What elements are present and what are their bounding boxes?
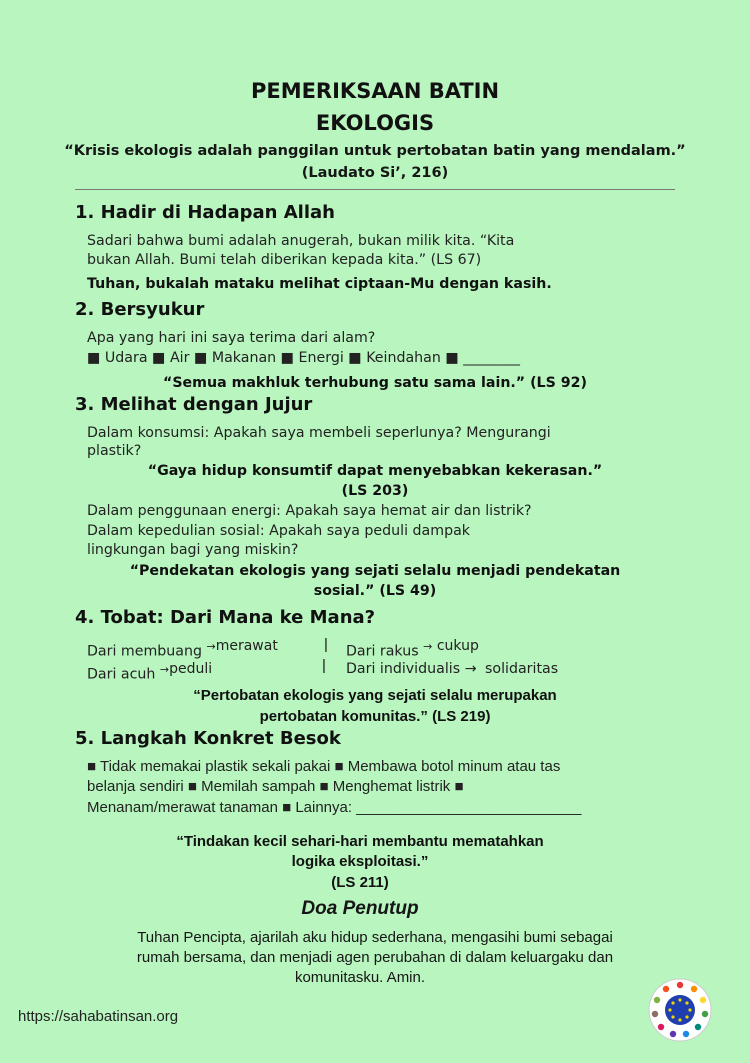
section3-q1-line2: plastik?: [87, 443, 142, 459]
logo-emblem-icon: [648, 978, 712, 1042]
section5-heading: 5. Langkah Konkret Besok: [75, 728, 341, 749]
section4-heading: 4. Tobat: Dari Mana ke Mana?: [75, 607, 376, 628]
column-separator: |: [322, 657, 326, 674]
section5-quote-line3: (LS 211): [331, 874, 389, 891]
section2-heading: 2. Bersyukur: [75, 299, 205, 320]
conversion-row2-from: [87, 660, 212, 685]
section3-quote1-line2: (LS 203): [341, 483, 409, 499]
section5-quote-line2: logika eksploitasi.”: [291, 853, 429, 870]
conversion-row2-from2: [346, 660, 558, 679]
page-title-line2: EKOLOGIS: [315, 111, 435, 135]
arrow-icon: →: [159, 663, 170, 676]
header-quote: “Krisis ekologis adalah panggilan untuk pertobatan batin yang mendalam.”: [64, 143, 686, 159]
conversion-row1-to: merawat: [215, 638, 278, 654]
conversion-row1-from: [87, 637, 278, 662]
section2-options: ■ Udara ■ Air ■ Makanan ■ Energi ■ Keindahan ■ ________: [87, 350, 521, 366]
section1-text-line2: bukan Allah. Bumi telah diberikan kepada kita.” (LS 67): [87, 252, 482, 268]
organization-logo: [648, 978, 712, 1042]
section2-quote: “Semua makhluk terhubung satu sama lain.” (LS 92): [163, 375, 587, 391]
section1-heading: 1. Hadir di Hadapan Allah: [75, 202, 335, 223]
conversion-row1-from-label: Dari membuang: [87, 643, 202, 660]
header-divider: [75, 189, 675, 190]
section5-line3: Menanam/merawat tanaman ■ Lainnya: ___________________________: [87, 799, 582, 816]
arrow-icon: →: [464, 661, 477, 677]
conversion-row2-to2: solidaritas: [485, 661, 559, 677]
column-separator: |: [324, 636, 328, 653]
conversion-row2-from-label: Dari acuh: [87, 666, 156, 683]
arrow-icon: →: [206, 640, 216, 653]
conversion-row2-to: peduli: [169, 661, 213, 677]
section5-quote-line1: “Tindakan kecil sehari-hari membantu mematahkan: [176, 833, 544, 850]
conversion-row1-to2: cukup: [436, 638, 479, 654]
section3-q2: Dalam penggunaan energi: Apakah saya hemat air dan listrik?: [87, 503, 532, 519]
conversion-row2-from2-label: Dari individualis: [346, 661, 461, 677]
section3-quote1-line1: “Gaya hidup konsumtif dapat menyebabkan kekerasan.”: [147, 463, 603, 479]
conversion-row1-from2: [346, 637, 479, 662]
section3-quote2-line2: sosial.” (LS 49): [313, 583, 437, 599]
section5-line2: belanja sendiri ■ Memilah sampah ■ Menghemat listrik ■: [87, 778, 464, 795]
page-title-line1: PEMERIKSAAN BATIN: [250, 79, 500, 103]
section3-heading: 3. Melihat dengan Jujur: [75, 394, 313, 415]
section4-quote-line2: pertobatan komunitas.” (LS 219): [259, 708, 491, 725]
section3-q1-line1: Dalam konsumsi: Apakah saya membeli seperlunya? Mengurangi: [87, 425, 551, 441]
section5-line1: ■ Tidak memakai plastik sekali pakai ■ Membawa botol minum atau tas: [87, 758, 561, 775]
section4-quote-line1: “Pertobatan ekologis yang sejati selalu merupakan: [193, 687, 557, 704]
section1-text-line1: Sadari bahwa bumi adalah anugerah, bukan milik kita. “Kita: [87, 233, 515, 249]
closing-line2: rumah bersama, dan menjadi agen perubahan di dalam keluargaku dan: [136, 949, 614, 966]
section3-q3-line1: Dalam kepedulian sosial: Apakah saya peduli dampak: [87, 523, 470, 539]
footer-url-link[interactable]: https://sahabatinsan.org: [18, 1008, 179, 1025]
section3-q3-line2: lingkungan bagi yang miskin?: [87, 542, 299, 558]
closing-line3: komunitasku. Amin.: [294, 969, 426, 986]
arrow-icon: →: [423, 640, 433, 653]
section2-question: Apa yang hari ini saya terima dari alam?: [87, 330, 376, 346]
section1-prayer: Tuhan, bukalah mataku melihat ciptaan-Mu dengan kasih.: [87, 276, 552, 292]
conversion-row1-from2-label: Dari rakus: [346, 643, 419, 660]
section3-quote2-line1: “Pendekatan ekologis yang sejati selalu menjadi pendekatan: [129, 563, 621, 579]
header-quote-source: (Laudato Si’, 216): [301, 165, 449, 181]
closing-heading: Doa Penutup: [301, 898, 419, 919]
closing-line1: Tuhan Pencipta, ajarilah aku hidup sederhana, mengasihi bumi sebagai: [137, 929, 613, 946]
